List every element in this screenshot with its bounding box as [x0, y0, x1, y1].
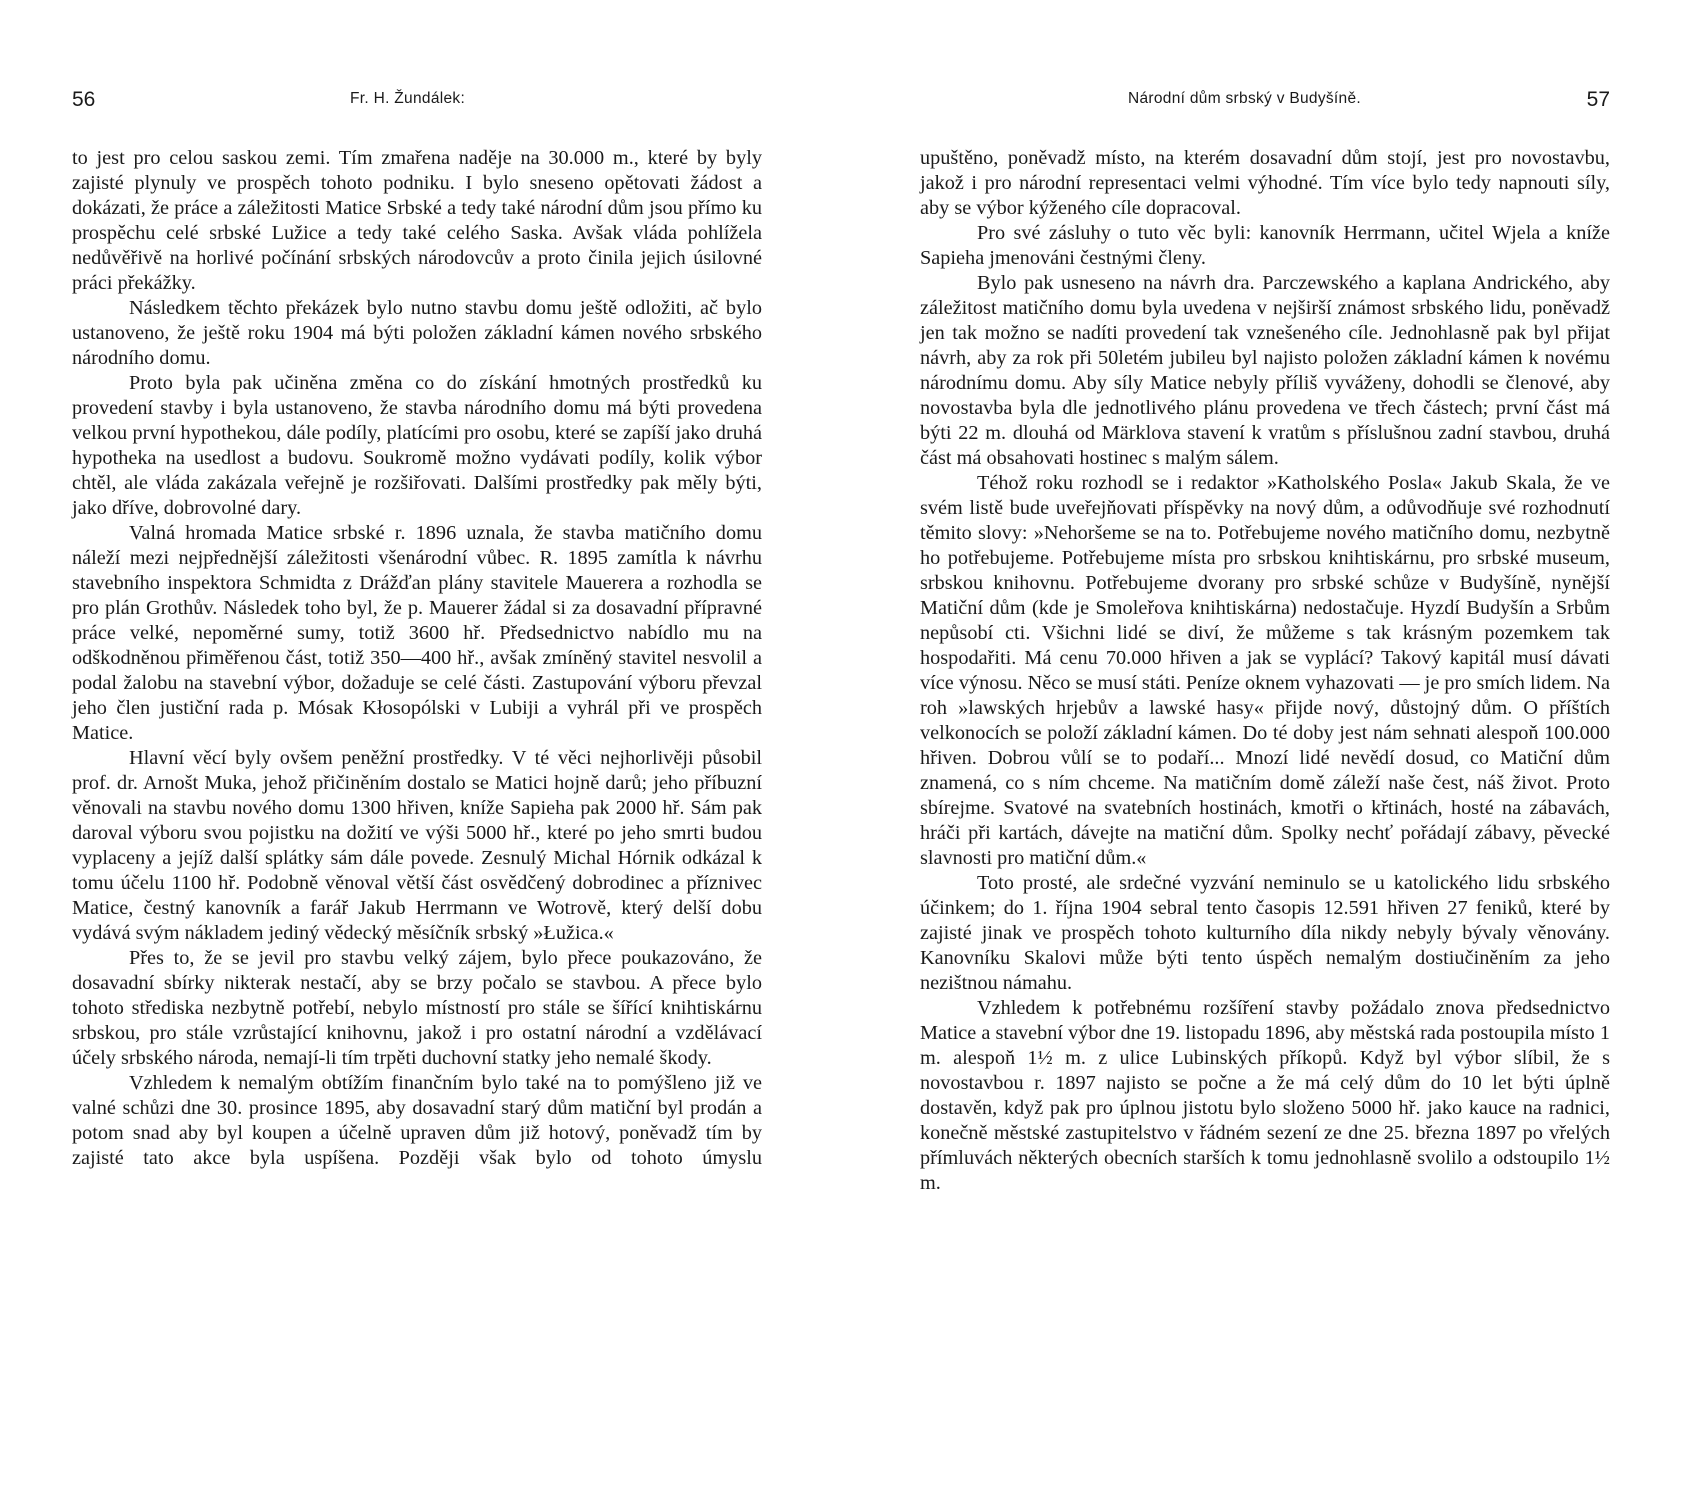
- paragraph: Vzhledem k nemalým obtížím finančním bylo také na to pomýšleno již ve valné schůzi dne 30. prosince 1895, aby dosavadní starý dům matiční byl prodán a potom snad aby byl koupen a účelně upraven dům již hotový, poněvadž tím by zajisté tato akce byla uspíšena. Později však bylo od tohoto úmyslu: [72, 1072, 762, 1169]
- paragraph: Pro své zásluhy o tuto věc byli: kanovník Herrmann, učitel Wjela a kníže Sapieha jmenováni čestnými členy.: [920, 222, 1610, 269]
- paragraph: Proto byla pak učiněna změna co do získání hmotných prostředků ku provedení stavby i byla ustanoveno, že stavba národního domu má býti provedena velkou první hypothekou, dále podíly, platícími pro osobu, které se zapíší jako druhá hypotheka na usedlost a budovu. Soukromě možno vydávati podíly, kolik výbor chtěl, ale vláda zakázala veřejně je rozšiřovati. Dalšími prostředky pak měly býti, jako dříve, dobrovolné dary.: [72, 372, 762, 519]
- paragraph: Následkem těchto překázek bylo nutno stavbu domu ještě odložiti, ač bylo ustanoveno, že ještě roku 1904 má býti položen základní kámen nového srbského národního domu.: [72, 297, 762, 369]
- page-number-right: 57: [1586, 88, 1610, 111]
- running-head-left: [72, 82, 762, 116]
- paragraph: to jest pro celou saskou zemi. Tím zmařena naděje na 30.000 m., které by byly zajisté plynuly ve prospěch tohoto podniku. I bylo sneseno opětovati žádost a dokázati, že práce a záležitosti Matice Srbské a tedy také národní dům jsou přímo ku prospěchu celé srbské Lužice a tedy také celého Saska. Avšak vláda pohlížela nedůvěřivě na horlivé počínání srbských národovcův a proto činila jejich úsilovné práci překážky.: [72, 147, 762, 294]
- page-number-left: 56: [72, 88, 96, 111]
- left-page-body: [72, 146, 762, 1171]
- right-page-body: [920, 146, 1610, 1196]
- paragraph: Přes to, že se jevil pro stavbu velký zájem, bylo přece poukazováno, že dosavadní sbírky nikterak nestačí, aby se brzy počalo se stavbou. A přece bylo tohoto střediska nezbytně potřebí, nebylo místností pro stále se šířící knihtiskárnu srbskou, pro stále vzrůstající knihovnu, jakož i pro ostatní národní a vzdělávací účely srbského národa, nemají-li tím trpěti duchovní statky jeho nemalé škody.: [72, 947, 762, 1069]
- right-page: [920, 82, 1610, 1196]
- paragraph: Toto prosté, ale srdečné vyzvání neminulo se u katolického lidu srbského účinkem; do 1. října 1904 sebral tento časopis 12.591 hřiven 27 feniků, které by zajisté jinak ve prospěch tohoto kulturního díla nikdy nebyly bývaly věnovány. Kanovníku Skalovi může býti tento úspěch nemalým dostiučiněním za jeho nezištnou námahu.: [920, 872, 1610, 994]
- header-chapter-title: Národní dům srbský v Budyšíně.: [1128, 90, 1361, 107]
- paragraph: Bylo pak usneseno na návrh dra. Parczewského a kaplana Andrického, aby záležitost matičního domu byla uvedena v nejširší známost srbského lidu, poněvadž jen tak možno se nadíti provedení tak vznešeného cíle. Jednohlasně pak byl přijat návrh, aby za rok při 50letém jubileu byl najisto položen základní kámen k novému národnímu domu. Aby síly Matice nebyly příliš vyváženy, dohodli se členové, aby novostavba byla dle jednotlivého plánu provedena ve třech částech; první část má býti 22 m. dlouhá od Märklova stavení k vratům s příslušnou zadní stavbou, druhá část má obsahovati hostinec s malým sálem.: [920, 272, 1610, 469]
- paragraph: Vzhledem k potřebnému rozšíření stavby požádalo znova předsednictvo Matice a stavební výbor dne 19. listopadu 1896, aby městská rada postoupila místo 1 m. alespoň 1½ m. z ulice Lubinských příkopů. Když byl výbor slíbil, že s novostavbou r. 1897 najisto se počne a že má celý dům do 10 let býti úplně dostavěn, když pak pro úplnou jistotu bylo složeno 5000 hř. jako kauce na radnici, konečně městské zastupitelstvo v řádném sezení ze dne 25. března 1897 po vřelých přímluvách některých obecních starších k tomu jednohlasně svolilo a odstoupilo 1½ m.: [920, 997, 1610, 1194]
- running-head-right: [920, 82, 1610, 116]
- left-page: [72, 82, 762, 1171]
- header-author: Fr. H. Žundálek:: [350, 90, 466, 107]
- paragraph: upuštěno, poněvadž místo, na kterém dosavadní dům stojí, jest pro novostavbu, jakož i pro národní representaci velmi výhodné. Tím více bylo tedy napnouti síly, aby se výbor kýženého cíle dopracoval.: [920, 147, 1610, 219]
- paragraph: Hlavní věcí byly ovšem peněžní prostředky. V té věci nejhorlivěji působil prof. dr. Arnošt Muka, jehož přičiněním dostalo se Matici hojně darů; jeho příbuzní věnovali na stavbu nového domu 1300 hřiven, kníže Sapieha pak 2000 hř. Sám pak daroval výboru svou pojistku na dožití ve výši 5000 hř., které po jeho smrti budou vyplaceny a jejíž další splátky sám dále povede. Zesnulý Michal Hórnik odkázal k tomu účelu 1100 hř. Podobně věnoval větší část osvědčený dobrodinec a příznivec Matice, čestný kanovník a farář Jakub Herrmann ve Wotrově, který delší dobu vydává svým nákladem jediný vědecký měsíčník srbský »Łužica.«: [72, 747, 762, 944]
- paragraph: Valná hromada Matice srbské r. 1896 uznala, že stavba matičního domu náleží mezi nejpřednější záležitosti všenárodní vůbec. R. 1895 zamítla k návrhu stavebního inspektora Schmidta z Drážďan plány stavitele Mauerera a rozhodla se pro plán Grothův. Následek toho byl, že p. Mauerer žádal si za dosavadní přípravné práce velké, nepoměrné sumy, totiž 3600 hř. Předsednictvo nabídlo mu na odškodněnou přiměřenou část, totiž 350—400 hř., avšak zmíněný stavitel nesvolil a podal žalobu na stavební výbor, dožaduje se celé části. Zastupování výboru převzal jeho člen justiční rada p. Mósak Kłosopólski v Lubiji a vyhrál při ve prospěch Matice.: [72, 522, 762, 744]
- paragraph: Téhož roku rozhodl se i redaktor »Katholského Posla« Jakub Skala, že ve svém listě bude uveřejňovati příspěvky na nový dům, a odůvodňuje své rozhodnutí těmito slovy: »Nehoršeme se na to. Potřebujeme nového matičního domu, nezbytně ho potřebujeme. Potřebujeme místa pro srbskou knihtiskárnu, pro srbské museum, srbskou knihovnu. Potřebujeme dvorany pro srbské schůze v Budyšíně, nynější Matiční dům (kde je Smoleřova knihtiskárna) nedostačuje. Hyzdí Budyšín a Srbům nepůsobí cti. Všichni lidé se diví, že můžeme s tak krásným pozemkem tak hospodařiti. Má cenu 70.000 hřiven a jak se vyplácí? Takový kapitál musí dávati více výnosu. Něco se musí státi. Peníze oknem vyhazovati — je pro smích lidem. Na roh »lawských hrjebův a lawské hasy« přijde nový, důstojný dům. O příštích velkonocích se položí základní kámen. Do té doby jest nám sehnati alespoň 100.000 hřiven. Dobrou vůlí se to podaří... Mnozí lidé nevědí dosud, co Matiční dům znamená, co s ním chceme. Na matičním domě záleží naše čest, náš život. Proto sbírejme. Svatové na svatebních hostinách, kmotři o křtinách, hosté na zábavách, hráči při kartách, dávejte na matiční dům. Spolky nechť pořádají zábavy, pěvecké slavnosti pro matiční dům.«: [920, 472, 1610, 869]
